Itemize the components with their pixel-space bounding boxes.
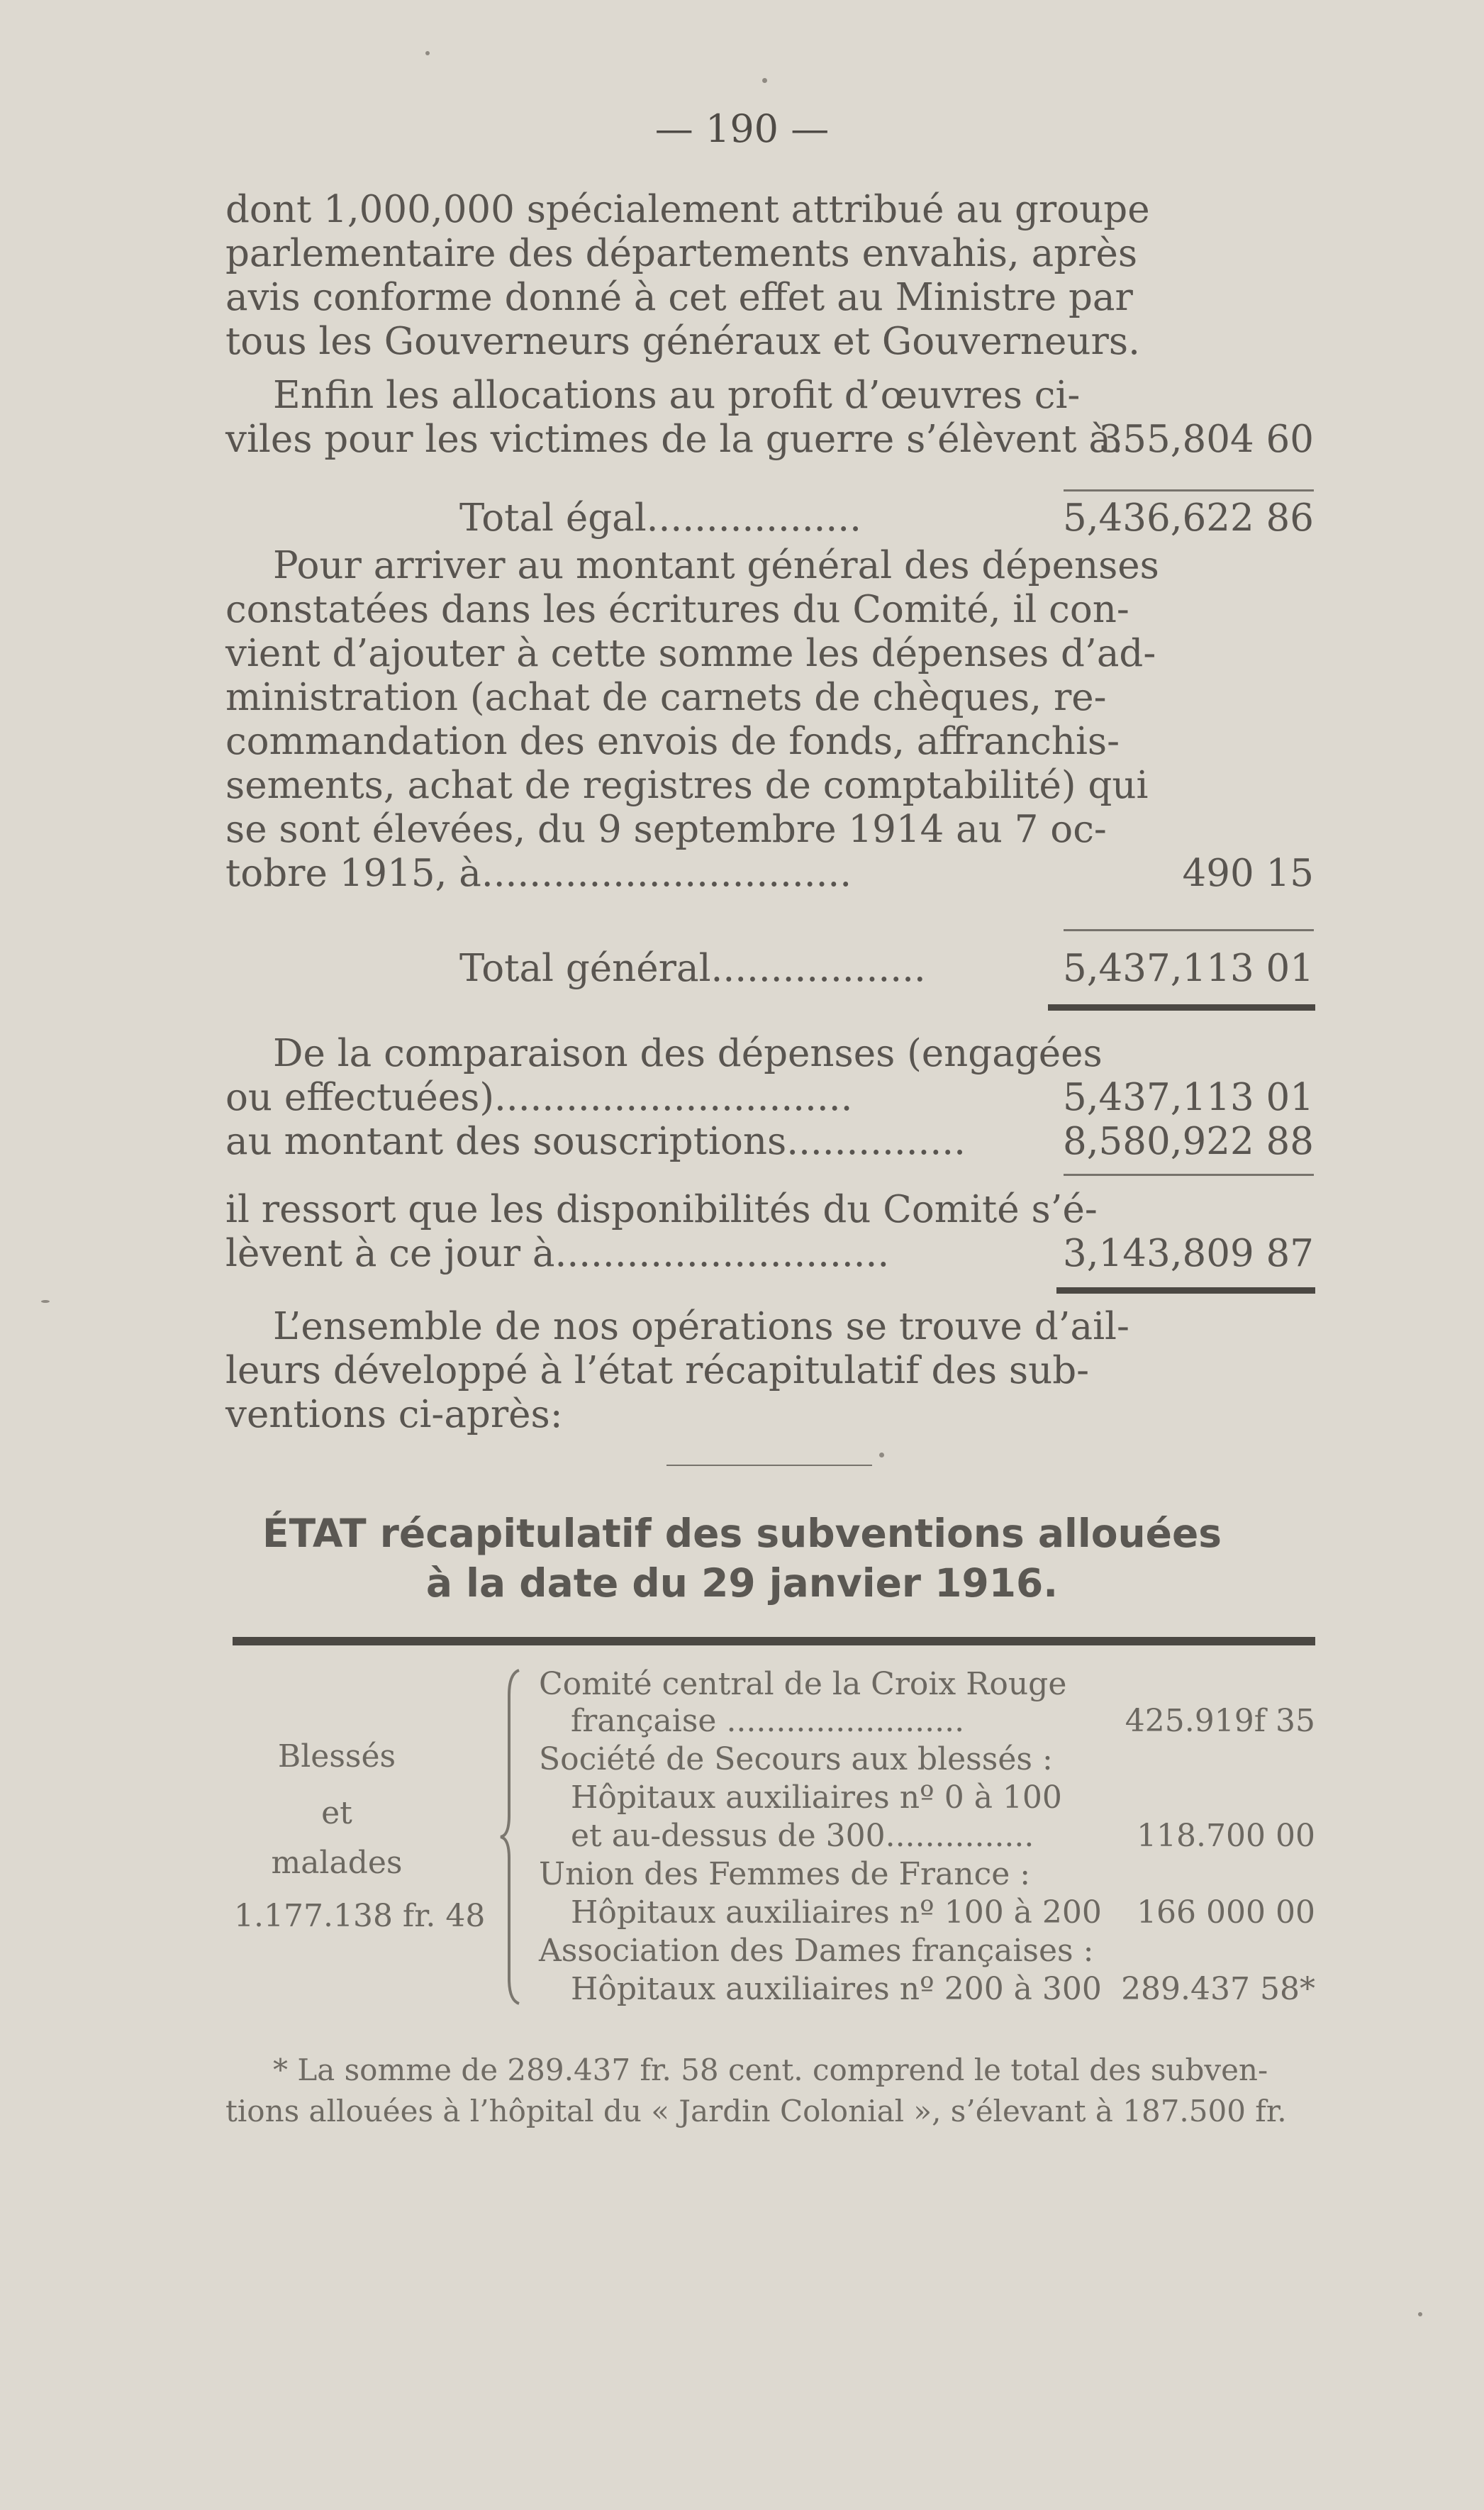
table-row-label: et au-dessus de 300............... [571, 1818, 1034, 1854]
amount-subscriptions: 8,580,922 88 [1062, 1120, 1314, 1163]
text-line: L’ensemble de nos opérations se trouve d’ail- [273, 1305, 1129, 1348]
total-egal-amount: 5,436,622 86 [1062, 496, 1314, 540]
table-row-label: Union des Femmes de France : [539, 1856, 1031, 1892]
paper-speck [425, 51, 430, 55]
amount-administration: 490 15 [1182, 852, 1314, 895]
total-double-rule [1048, 1004, 1315, 1011]
total-general-amount: 5,437,113 01 [1062, 947, 1314, 990]
text-line: dont 1,000,000 spécialement attribué au groupe [225, 188, 1150, 231]
table-title-line: à la date du 29 janvier 1916. [425, 1560, 1059, 1606]
text-line: viles pour les victimes de la guerre s’élèvent à. [225, 418, 1123, 461]
text-line: il ressort que les disponibilités du Comité s’é- [225, 1188, 1098, 1231]
amount-allocations: 355,804 60 [1098, 418, 1314, 461]
footnote-line: tions allouées à l’hôpital du « Jardin Colonial », s’élevant à 187.500 fr. [225, 2094, 1287, 2128]
table-category-total: 1.177.138 fr. 48 [234, 1898, 486, 1934]
paper-speck [1418, 2312, 1422, 2316]
table-amount: 166 000 00 [1137, 1894, 1315, 1931]
total-general-label: Total général.................. [459, 947, 926, 990]
text-line: lèvent à ce jour à............................ [225, 1232, 890, 1275]
text-line: sements, achat de registres de comptabilité) qui [225, 764, 1149, 807]
text-line: leurs développé à l’état récapitulatif des sub- [225, 1349, 1090, 1392]
sum-rule [1064, 929, 1314, 931]
brace-icon [496, 1667, 525, 2007]
sum-rule [1064, 1174, 1314, 1176]
total-egal-label: Total égal.................. [459, 496, 861, 540]
amount-expenses: 5,437,113 01 [1062, 1076, 1314, 1119]
table-category: et [321, 1795, 352, 1831]
text-line: Pour arriver au montant général des dépenses [273, 544, 1159, 587]
text-line: ventions ci-après: [225, 1393, 563, 1436]
paper-speck [41, 1300, 50, 1303]
amount-available: 3,143,809 87 [1062, 1232, 1314, 1275]
table-row-label: française ........................ [571, 1703, 965, 1739]
table-row-label: Hôpitaux auxiliaires nº 100 à 200 [571, 1894, 1102, 1931]
total-double-rule [1056, 1287, 1315, 1294]
text-line: vient d’ajouter à cette somme les dépenses d’ad- [225, 632, 1156, 675]
paper-speck [762, 78, 767, 83]
text-line: commandation des envois de fonds, affranchis- [225, 720, 1120, 763]
text-line: au montant des souscriptions............... [225, 1120, 966, 1163]
table-top-rule [233, 1637, 1315, 1645]
table-row-label: Hôpitaux auxiliaires nº 200 à 300 [571, 1971, 1102, 2007]
text-line: avis conforme donné à cet effet au Ministre par [225, 276, 1133, 319]
table-row-label: Comité central de la Croix Rouge [539, 1666, 1067, 1702]
table-row-label: Hôpitaux auxiliaires nº 0 à 100 [571, 1779, 1062, 1816]
table-row-label: Société de Secours aux blessés : [539, 1741, 1053, 1777]
text-line: tous les Gouverneurs généraux et Gouverneurs. [225, 320, 1140, 363]
table-category: Blessés [277, 1738, 396, 1775]
section-divider [666, 1465, 872, 1466]
table-amount: 425.919f 35 [1125, 1703, 1315, 1739]
paper-speck [879, 1453, 884, 1457]
text-line: ministration (achat de carnets de chèques, re- [225, 676, 1107, 719]
text-line: parlementaire des départements envahis, après [225, 232, 1138, 275]
table-row-label: Association des Dames françaises : [539, 1933, 1094, 1969]
text-line: ou effectuées).............................. [225, 1076, 853, 1119]
text-line: tobre 1915, à............................... [225, 852, 852, 895]
table-title-line: ÉTAT récapitulatif des subventions allouées [262, 1511, 1222, 1556]
text-line: Enfin les allocations au profit d’œuvres ci- [273, 374, 1081, 417]
table-amount: 118.700 00 [1137, 1818, 1315, 1854]
table-amount: 289.437 58* [1121, 1971, 1315, 2007]
text-line: constatées dans les écritures du Comité, il con- [225, 588, 1129, 631]
sum-rule [1064, 489, 1314, 492]
footnote-line: * La somme de 289.437 fr. 58 cent. comprend le total des subven- [273, 2053, 1268, 2087]
text-line: De la comparaison des dépenses (engagées [273, 1032, 1103, 1075]
page-number: — 190 — [654, 106, 830, 151]
table-category: malades [271, 1845, 403, 1881]
text-line: se sont élevées, du 9 septembre 1914 au 7 oc- [225, 808, 1107, 851]
